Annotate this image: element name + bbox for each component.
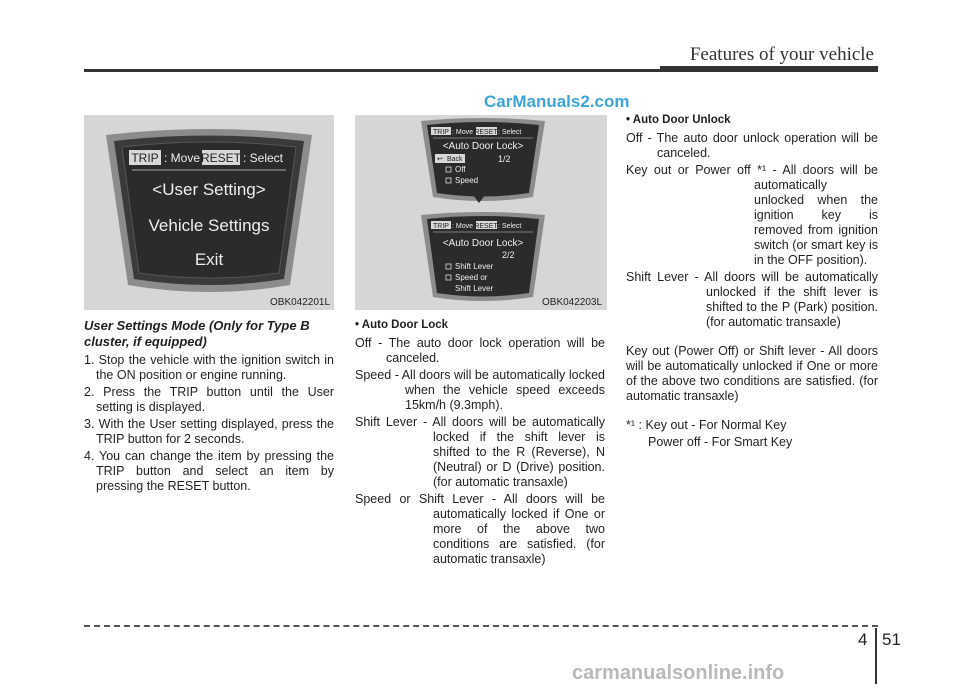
svg-text:TRIP: TRIP <box>433 223 449 230</box>
step-4: 4. You can change the item by pressing the TRIP button and select an item by pressing the RESET button. <box>84 449 334 493</box>
figure-code: OBK042203L <box>542 297 603 308</box>
figure-auto-door-lock-display <box>355 115 607 310</box>
column-user-settings <box>84 318 334 496</box>
watermark-logo[interactable]: CarManuals2.com <box>484 92 630 111</box>
header-rule-accent <box>660 66 878 72</box>
footnote-power-off: Power off - For Smart Key <box>648 435 793 449</box>
svg-text:RESET: RESET <box>474 223 498 230</box>
svg-text:TRIP: TRIP <box>433 129 449 136</box>
footnote-key-out: *¹ : Key out - For Normal Key <box>626 418 787 432</box>
auto-door-unlock-heading: • Auto Door Unlock <box>626 114 731 126</box>
step-1: 1. Stop the vehicle with the ignition switch in the ON position or engine running. <box>84 353 334 382</box>
svg-text:Shift Lever: Shift Lever <box>455 262 494 271</box>
page-number: 51 <box>882 630 901 649</box>
auto-door-lock-illustration <box>355 115 607 310</box>
svg-text:: Move: : Move <box>452 129 474 136</box>
svg-text:Vehicle Settings: Vehicle Settings <box>148 216 270 235</box>
page-separator <box>875 628 877 684</box>
svg-text:2/2: 2/2 <box>502 250 515 260</box>
svg-text:Off: Off <box>455 165 466 174</box>
step-2: 2. Press the TRIP button until the User setting is displayed. <box>84 385 334 414</box>
trip-key-label: TRIP <box>131 151 159 165</box>
unlock-option-shift-lever: Shift Lever - All doors will be automatically unlocked if the shift lever is shifted to the P (Park) position. (for automatic transaxle) <box>626 270 878 329</box>
svg-text:: Move: : Move <box>452 223 474 230</box>
svg-text:: Select: : Select <box>498 129 522 136</box>
lock-option-speed: Speed - All doors will be automatically locked when the vehicle speed exceeds 15km/h (9.3mph). <box>355 368 605 412</box>
unlock-option-key-out: Key out or Power off *¹ - All doors will be automatically unlocked when the ignition key is removed from ignition switch (or smart key is in the OFF position). <box>626 163 878 267</box>
lock-option-speed-or-shift: Speed or Shift Lever - All doors will be automatically locked if One or more of the above two conditions are satisfied. (for automatic transaxle) <box>355 492 605 566</box>
svg-text:<User Setting>: <User Setting> <box>152 180 266 199</box>
footer-watermark[interactable]: carmanualsonline.info <box>572 662 785 684</box>
svg-text:Speed: Speed <box>455 176 479 185</box>
header-title: Features of your vehicle <box>689 44 874 65</box>
lock-option-off: Off - The auto door lock operation will be canceled. <box>355 336 605 365</box>
unlock-option-key-out-or-shift: Key out (Power Off) or Shift lever - All doors will be automatically unlocked if One or more of the above two conditions are satisfied. (for automatic transaxle) <box>626 344 878 403</box>
step-3: 3. With the User setting displayed, press the TRIP button for 2 seconds. <box>84 417 334 446</box>
svg-text:<Auto Door Lock>: <Auto Door Lock> <box>442 238 524 249</box>
svg-text:↩: ↩ <box>437 156 443 163</box>
svg-text:: Move: : Move <box>164 151 201 165</box>
svg-text:Speed or: Speed or <box>455 273 488 282</box>
auto-door-lock-heading: • Auto Door Lock <box>355 319 449 331</box>
column-auto-door-unlock <box>626 113 878 450</box>
column-auto-door-lock <box>355 318 605 569</box>
svg-text:Exit: Exit <box>194 250 224 269</box>
figure-user-setting-display <box>84 115 334 310</box>
svg-text:: Select: : Select <box>498 223 522 230</box>
figure-code: OBK042201L <box>270 297 331 308</box>
svg-text:1/2: 1/2 <box>498 154 511 164</box>
lock-option-shift-lever: Shift Lever - All doors will be automatically locked if the shift lever is shifted to the R (Reverse), N (Neutral) or D (Drive) position. (for automatic transaxle) <box>355 415 605 489</box>
svg-text:Back: Back <box>447 156 463 163</box>
unlock-option-off: Off - The auto door unlock operation will be canceled. <box>626 131 878 160</box>
section-title: User Settings Mode (Only for Type B cluster, if equipped) <box>84 318 310 349</box>
reset-key-label: RESET <box>200 151 242 165</box>
cluster-display-illustration <box>84 115 334 310</box>
footer-rule <box>84 625 878 627</box>
svg-text:Shift Lever: Shift Lever <box>455 284 494 293</box>
svg-text:RESET: RESET <box>474 129 498 136</box>
svg-text:: Select: : Select <box>243 151 284 165</box>
chapter-number: 4 <box>858 630 868 649</box>
svg-text:<Auto Door Lock>: <Auto Door Lock> <box>442 141 524 152</box>
